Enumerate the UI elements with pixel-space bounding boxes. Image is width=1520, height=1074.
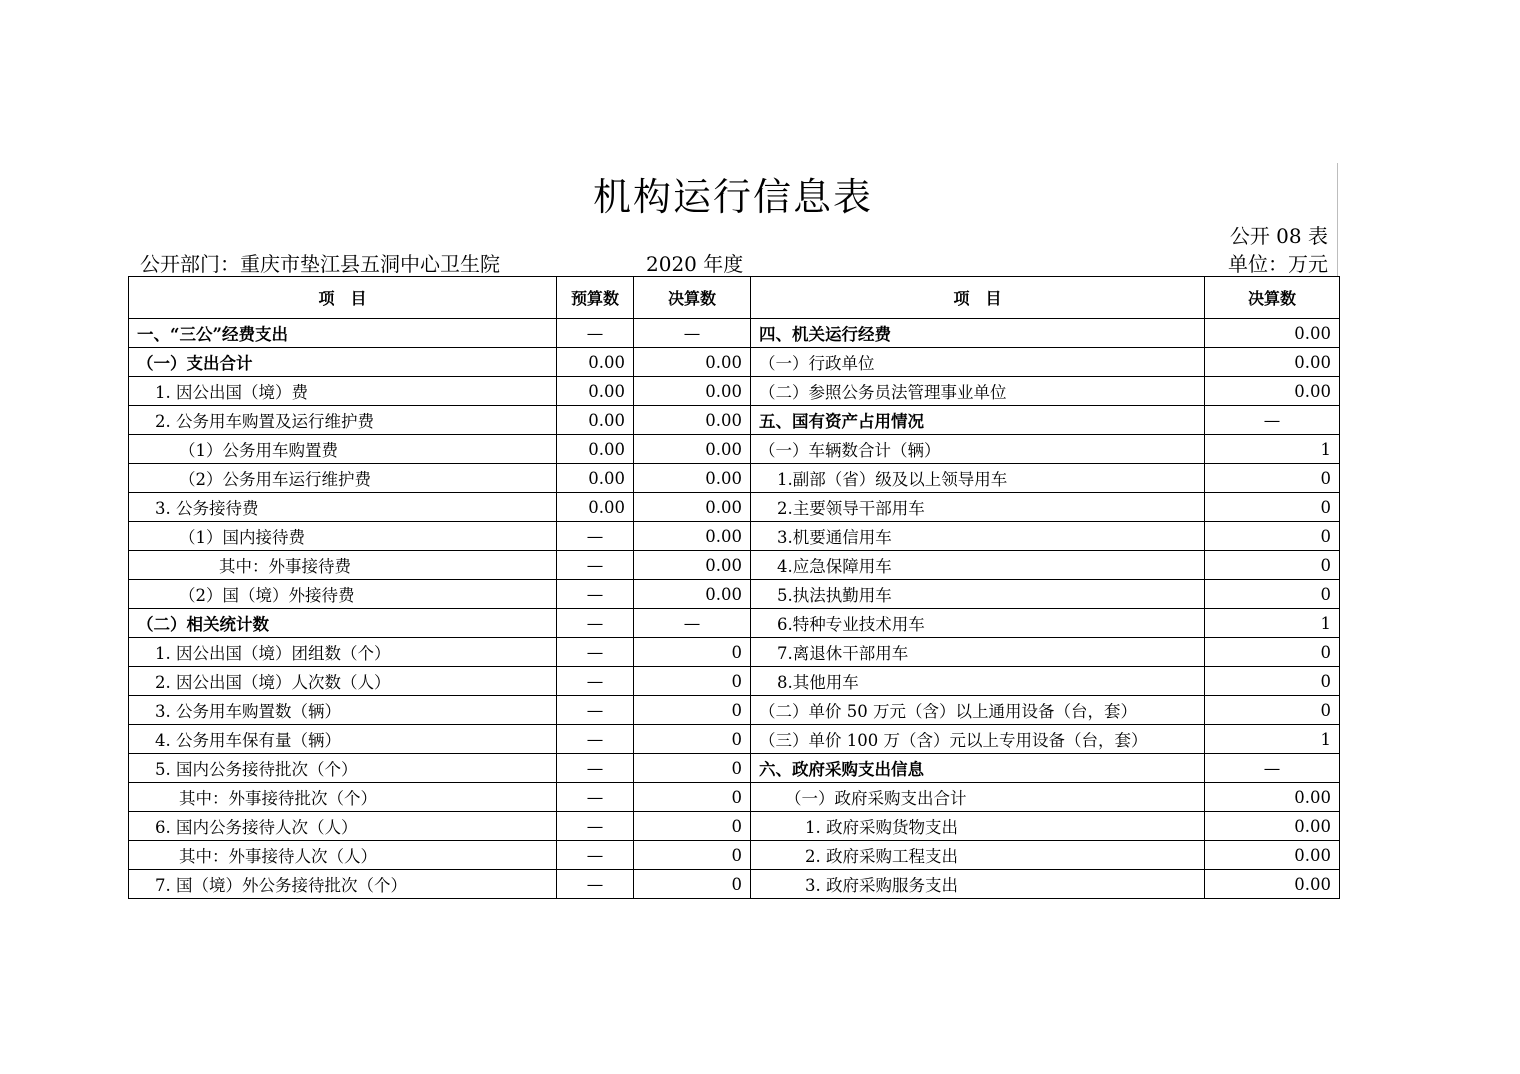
table-row [129,377,1340,406]
table-row [129,406,1340,435]
table-row [129,667,1340,696]
budget-value: — [557,870,634,899]
left-item: （2）国（境）外接待费 [129,580,557,609]
right-item: 6.特种专业技术用车 [751,609,1205,638]
budget-value: — [557,812,634,841]
right-item: 2. 政府采购工程支出 [751,841,1205,870]
left-item: 1. 因公出国（境）费 [129,377,557,406]
report-table [128,276,1340,899]
budget-value: 0.00 [557,348,634,377]
left-item: 3. 公务用车购置数（辆） [129,696,557,725]
final-value: 0 [634,812,751,841]
budget-value: — [557,551,634,580]
right-item: 四、机关运行经费 [751,319,1205,348]
left-item: 2. 因公出国（境）人次数（人） [129,667,557,696]
unit-label: 单位：万元 [1228,252,1328,276]
budget-value: 0.00 [557,377,634,406]
final-value: 0.00 [634,377,751,406]
left-item: 其中：外事接待批次（个） [129,783,557,812]
table-row [129,522,1340,551]
left-item: （1）公务用车购置费 [129,435,557,464]
left-item: （二）相关统计数 [129,609,557,638]
right-final-value: 0.00 [1205,841,1340,870]
right-final-value: 0.00 [1205,812,1340,841]
right-item: 3.机要通信用车 [751,522,1205,551]
right-item: （三）单价 100 万（含）元以上专用设备（台，套） [751,725,1205,754]
right-final-value: 0.00 [1205,348,1340,377]
right-item: 4.应急保障用车 [751,551,1205,580]
right-item: （一）政府采购支出合计 [751,783,1205,812]
right-final-value: 1 [1205,725,1340,754]
table-row [129,609,1340,638]
final-value: 0 [634,638,751,667]
header-row [129,277,1340,319]
final-value: 0.00 [634,348,751,377]
left-item: （一）支出合计 [129,348,557,377]
table-row [129,638,1340,667]
table-row [129,812,1340,841]
final-value: 0 [634,754,751,783]
right-edge-rule [1337,163,1338,277]
header-budget: 预算数 [557,277,634,319]
department-label: 公开部门：重庆市垫江县五洞中心卫生院 [140,252,500,276]
right-final-value: — [1205,754,1340,783]
final-value: 0 [634,696,751,725]
final-value: 0 [634,783,751,812]
right-item: （二）单价 50 万元（含）以上通用设备（台，套） [751,696,1205,725]
final-value: 0.00 [634,464,751,493]
final-value: 0 [634,725,751,754]
budget-value: — [557,667,634,696]
table-row [129,754,1340,783]
left-item: 6. 国内公务接待人次（人） [129,812,557,841]
right-final-value: 0 [1205,638,1340,667]
table-row [129,319,1340,348]
left-item: （2）公务用车运行维护费 [129,464,557,493]
right-item: 五、国有资产占用情况 [751,406,1205,435]
right-final-value: 0 [1205,522,1340,551]
table-row [129,870,1340,899]
right-item: （一）车辆数合计（辆） [751,435,1205,464]
right-final-value: 0.00 [1205,870,1340,899]
final-value: 0.00 [634,493,751,522]
left-item: 其中：外事接待人次（人） [129,841,557,870]
budget-value: — [557,522,634,551]
budget-value: 0.00 [557,406,634,435]
budget-value: — [557,841,634,870]
right-item: 8.其他用车 [751,667,1205,696]
final-value: 0.00 [634,406,751,435]
right-final-value: 0 [1205,493,1340,522]
right-item: 1. 政府采购货物支出 [751,812,1205,841]
left-item: 2. 公务用车购置及运行维护费 [129,406,557,435]
right-item: 1.副部（省）级及以上领导用车 [751,464,1205,493]
page-title: 机构运行信息表 [592,175,873,219]
left-item: （1）国内接待费 [129,522,557,551]
final-value: 0.00 [634,580,751,609]
header-final-left: 决算数 [634,277,751,319]
budget-value: — [557,725,634,754]
final-value: 0 [634,841,751,870]
table-row [129,464,1340,493]
right-final-value: 0 [1205,551,1340,580]
right-item: 六、政府采购支出信息 [751,754,1205,783]
table-row [129,348,1340,377]
header-final-right: 决算数 [1205,277,1340,319]
right-item: （一）行政单位 [751,348,1205,377]
right-item: 2.主要领导干部用车 [751,493,1205,522]
final-value: 0 [634,667,751,696]
table-row [129,435,1340,464]
left-item: 5. 国内公务接待批次（个） [129,754,557,783]
budget-value: — [557,609,634,638]
right-final-value: 1 [1205,609,1340,638]
table-row [129,696,1340,725]
right-final-value: 0 [1205,667,1340,696]
table-row [129,725,1340,754]
right-item: （二）参照公务员法管理事业单位 [751,377,1205,406]
final-value: — [634,319,751,348]
right-final-value: 0.00 [1205,377,1340,406]
budget-value: 0.00 [557,464,634,493]
right-item: 5.执法执勤用车 [751,580,1205,609]
final-value: 0.00 [634,551,751,580]
budget-value: 0.00 [557,493,634,522]
header-item-left: 项 目 [129,277,557,319]
table-row [129,783,1340,812]
right-final-value: 0 [1205,696,1340,725]
right-final-value: 0.00 [1205,783,1340,812]
budget-value: — [557,696,634,725]
budget-value: — [557,319,634,348]
right-item: 3. 政府采购服务支出 [751,870,1205,899]
table-row [129,841,1340,870]
left-item: 其中：外事接待费 [129,551,557,580]
budget-value: — [557,783,634,812]
header-item-right: 项 目 [751,277,1205,319]
final-value: 0 [634,870,751,899]
budget-value: — [557,580,634,609]
left-item: 4. 公务用车保有量（辆） [129,725,557,754]
year-label: 2020 年度 [646,252,744,276]
table-row [129,580,1340,609]
right-final-value: — [1205,406,1340,435]
left-item: 3. 公务接待费 [129,493,557,522]
left-item: 一、“三公”经费支出 [129,319,557,348]
budget-value: 0.00 [557,435,634,464]
right-final-value: 0 [1205,580,1340,609]
final-value: — [634,609,751,638]
table-row [129,551,1340,580]
right-final-value: 0.00 [1205,319,1340,348]
budget-value: — [557,754,634,783]
left-item: 7. 国（境）外公务接待批次（个） [129,870,557,899]
table-row [129,493,1340,522]
left-item: 1. 因公出国（境）团组数（个） [129,638,557,667]
right-final-value: 0 [1205,464,1340,493]
final-value: 0.00 [634,522,751,551]
right-final-value: 1 [1205,435,1340,464]
form-number: 公开 08 表 [1229,224,1328,248]
final-value: 0.00 [634,435,751,464]
budget-value: — [557,638,634,667]
right-item: 7.离退休干部用车 [751,638,1205,667]
